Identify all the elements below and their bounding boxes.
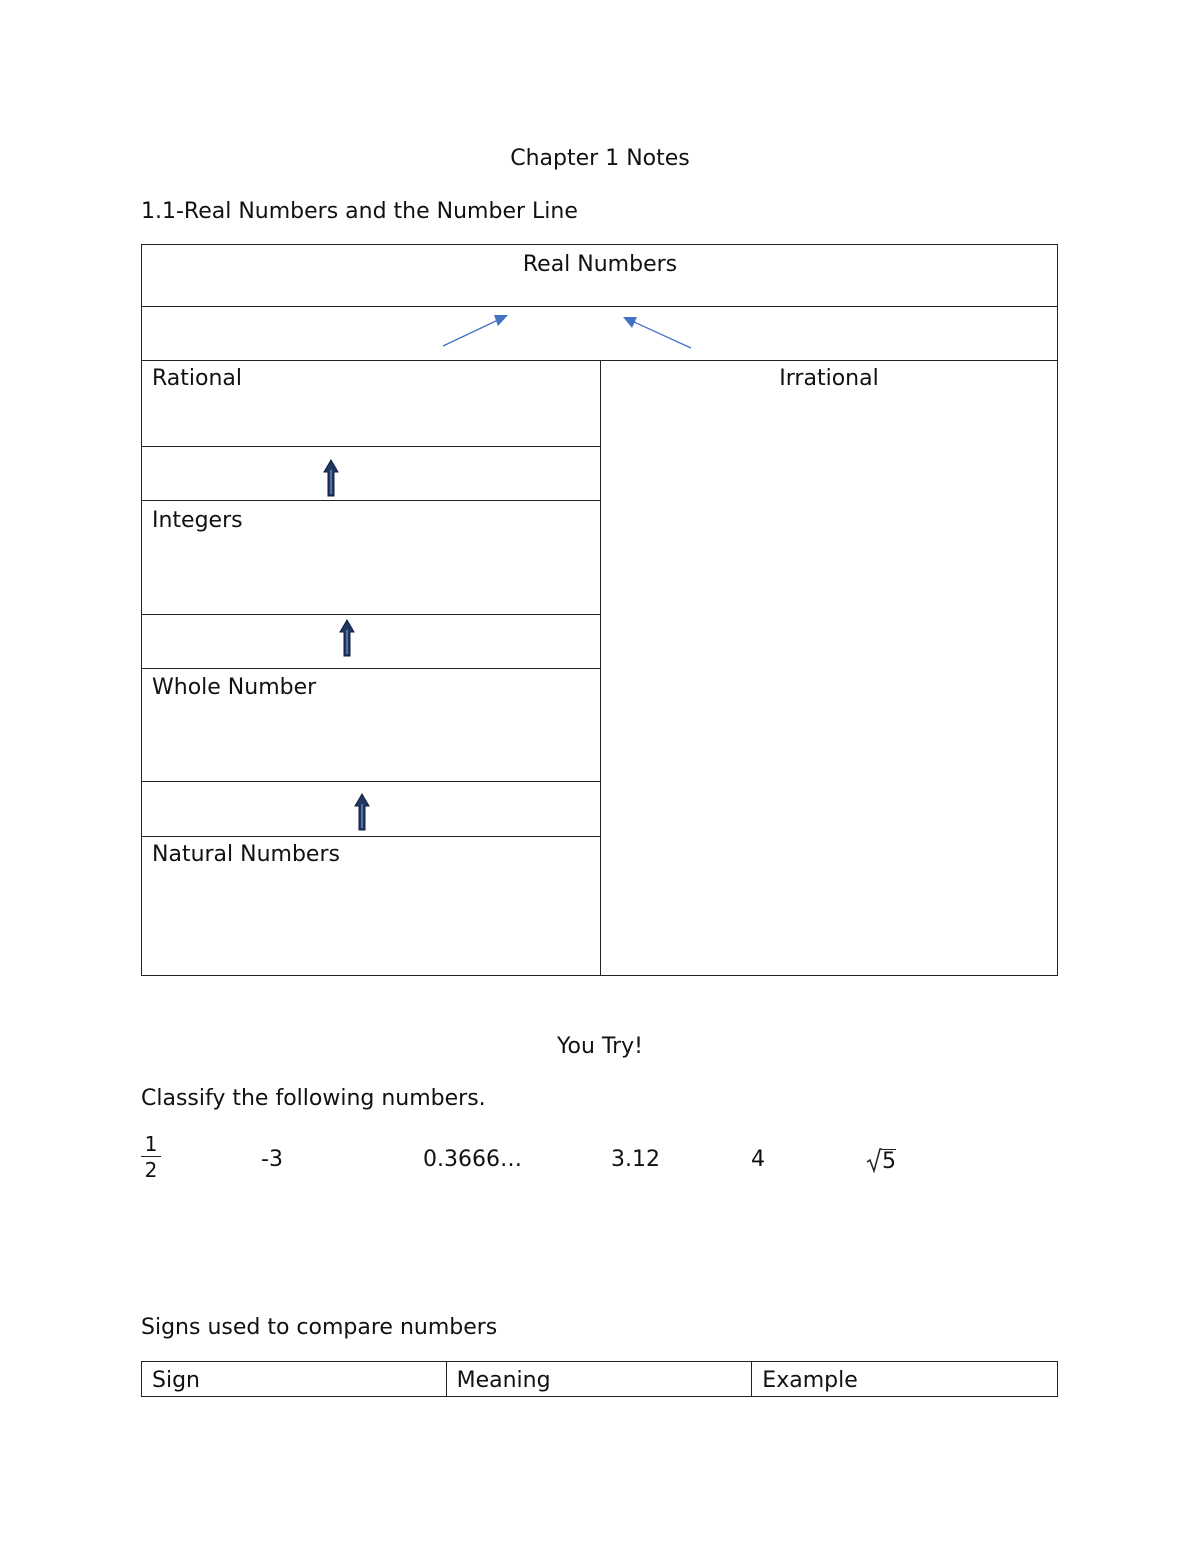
up-arrow-icon: [355, 794, 369, 830]
fraction-one-half: [141, 1133, 161, 1181]
number-item: 4: [751, 1147, 765, 1172]
table-header-row: [142, 1362, 1058, 1397]
square-root-five: [866, 1147, 896, 1175]
integers-label: Integers: [152, 508, 243, 533]
number-item: 0.3666…: [423, 1147, 522, 1172]
number-item: -3: [261, 1147, 283, 1172]
column-header-example: Example: [752, 1362, 1058, 1397]
arrow-irrational-to-real-icon: [623, 317, 691, 348]
document-title: Chapter 1 Notes: [510, 146, 690, 171]
up-arrow-icon: [340, 620, 354, 656]
number-item: 3.12: [611, 1147, 660, 1172]
comparison-table: [141, 1361, 1058, 1397]
classify-instruction: Classify the following numbers.: [141, 1086, 486, 1111]
arrow-rational-to-real-icon: [443, 315, 508, 346]
whole-number-label: Whole Number: [152, 675, 317, 700]
radicand: 5: [882, 1149, 896, 1174]
fraction-bar: [141, 1156, 161, 1157]
radical-sign-icon: [866, 1147, 882, 1173]
section-heading: 1.1-Real Numbers and the Number Line: [141, 199, 578, 224]
up-arrow-icon: [324, 460, 338, 496]
fraction-denominator: 2: [144, 1158, 158, 1182]
irrational-label: Irrational: [779, 366, 879, 391]
fraction-numerator: 1: [144, 1132, 158, 1156]
natural-numbers-label: Natural Numbers: [152, 842, 340, 867]
rational-label: Rational: [152, 366, 243, 391]
real-numbers-label: Real Numbers: [522, 252, 678, 277]
column-header-meaning: Meaning: [446, 1362, 752, 1397]
signs-heading: Signs used to compare numbers: [141, 1315, 498, 1340]
column-header-sign: Sign: [142, 1362, 447, 1397]
you-try-heading: You Try!: [556, 1034, 643, 1059]
